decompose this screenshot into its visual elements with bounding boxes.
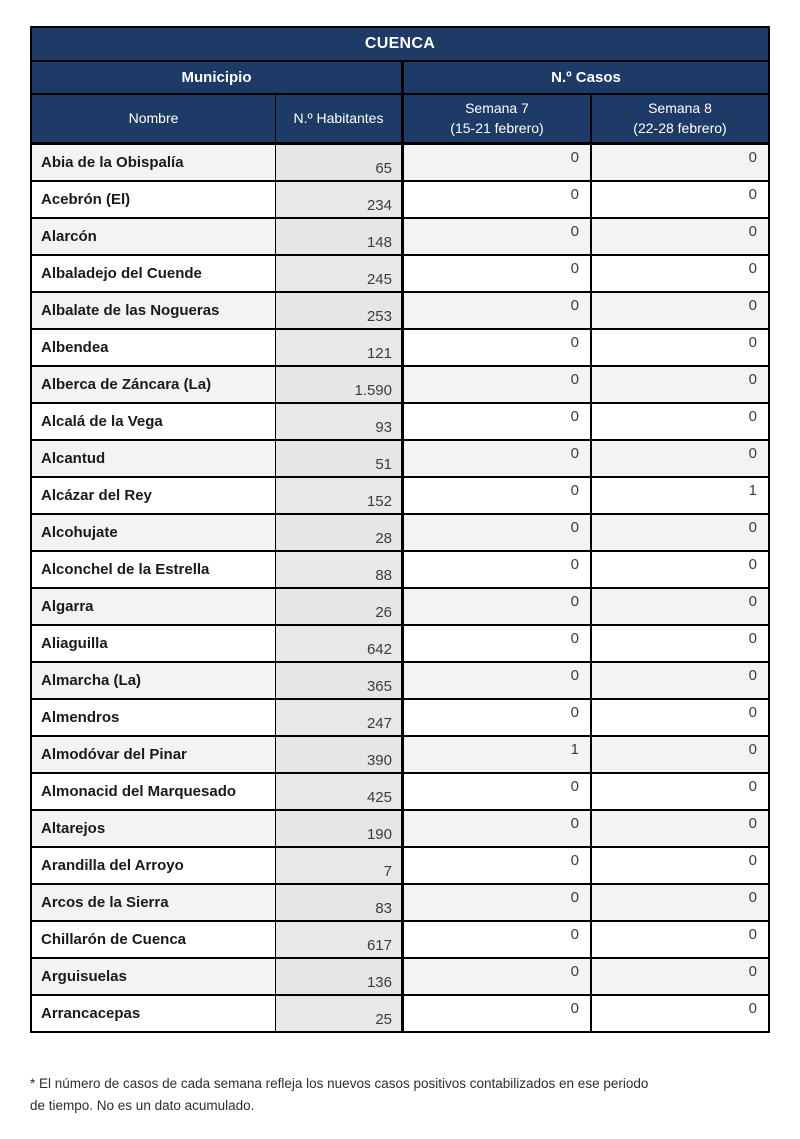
- table-row: [32, 441, 768, 478]
- semana7-value: 0: [404, 441, 592, 476]
- habitantes-value: 121: [276, 330, 404, 365]
- semana8-value: 0: [748, 186, 757, 203]
- municipality-name: Alarcón: [32, 219, 276, 254]
- table-row: [32, 552, 768, 589]
- semana7-value: 0: [404, 700, 592, 735]
- semana8-value: 0: [748, 926, 757, 943]
- column-header-semana8: Semana 8 (22-28 febrero): [592, 95, 768, 142]
- municipality-name: Albendea: [32, 330, 276, 365]
- habitantes-value: 425: [276, 774, 404, 809]
- column-header-semana7: Semana 7 (15-21 febrero): [404, 95, 592, 142]
- province-title: CUENCA: [364, 35, 436, 52]
- habitantes-value: 28: [276, 515, 404, 550]
- semana8-value: 0: [592, 663, 768, 698]
- footnote: [30, 1073, 775, 1117]
- table-row: [32, 256, 768, 293]
- table-row: [32, 478, 768, 515]
- semana8-value: 0: [748, 556, 757, 573]
- semana8-value: 0: [748, 260, 757, 277]
- semana7-value: 0: [404, 663, 592, 698]
- semana7-value: 0: [404, 219, 592, 254]
- habitantes-value: 245: [276, 256, 404, 291]
- municipality-name: Almendros: [32, 700, 276, 735]
- semana7-value: 0: [404, 256, 592, 291]
- semana7-value: 0: [404, 848, 592, 883]
- semana8-value: 0: [592, 367, 768, 402]
- group-header-municipio: Municipio: [32, 62, 404, 93]
- habitantes-value: 25: [276, 996, 404, 1031]
- semana7-value: 0: [404, 996, 592, 1031]
- semana7-value: 0: [404, 774, 592, 809]
- semana8-value: 0: [748, 1000, 757, 1017]
- municipality-name: Chillarón de Cuenca: [32, 922, 276, 957]
- column-header-row: [32, 95, 768, 145]
- table-row: [32, 996, 768, 1031]
- habitantes-value: 136: [276, 959, 404, 994]
- habitantes-value: 148: [276, 219, 404, 254]
- group-header-casos: N.º Casos: [404, 62, 768, 93]
- table-row: [32, 922, 768, 959]
- semana7-value: 0: [404, 515, 592, 550]
- habitantes-value: 365: [276, 663, 404, 698]
- habitantes-value: 88: [276, 552, 404, 587]
- table-row: [32, 330, 768, 367]
- municipality-name: Alcantud: [32, 441, 276, 476]
- municipality-name: Almonacid del Marquesado: [32, 774, 276, 809]
- habitantes-value: 83: [276, 885, 404, 920]
- semana8-value: 0: [592, 515, 768, 550]
- semana7-value: 0: [404, 182, 592, 217]
- semana7-value: 0: [404, 922, 592, 957]
- table-row: [32, 367, 768, 404]
- habitantes-value: 1.590: [276, 367, 404, 402]
- municipality-name: Arguisuelas: [32, 959, 276, 994]
- table-row: [32, 182, 768, 219]
- semana7-value: 0: [404, 552, 592, 587]
- semana7-value: 0: [404, 959, 592, 994]
- semana7-value: 0: [404, 293, 592, 328]
- habitantes-value: 253: [276, 293, 404, 328]
- table-row: [32, 515, 768, 552]
- habitantes-value: 190: [276, 811, 404, 846]
- table-row: [32, 700, 768, 737]
- semana7-value: 0: [404, 478, 592, 513]
- municipality-name: Alcohujate: [32, 515, 276, 550]
- semana7-value: 0: [404, 885, 592, 920]
- semana8-value: 0: [592, 589, 768, 624]
- habitantes-value: 390: [276, 737, 404, 772]
- table-row: [32, 774, 768, 811]
- municipality-name: Almodóvar del Pinar: [32, 737, 276, 772]
- municipality-name: Alconchel de la Estrella: [32, 552, 276, 587]
- table-row: [32, 848, 768, 885]
- municipality-name: Aliaguilla: [32, 626, 276, 661]
- semana8-value: 0: [748, 334, 757, 351]
- table-row: [32, 737, 768, 774]
- column-header-nombre: Nombre: [32, 95, 276, 142]
- table-row: [32, 219, 768, 256]
- table-row: [32, 663, 768, 700]
- semana7-value: 0: [404, 330, 592, 365]
- semana8-value: 0: [592, 811, 768, 846]
- habitantes-value: 247: [276, 700, 404, 735]
- cases-table: [30, 26, 770, 1033]
- column-header-habitantes: N.º Habitantes: [276, 95, 404, 142]
- municipality-name: Arrancacepas: [32, 996, 276, 1031]
- semana8-value: 0: [748, 852, 757, 869]
- semana7-value: 1: [404, 737, 592, 772]
- habitantes-value: 617: [276, 922, 404, 957]
- habitantes-value: 234: [276, 182, 404, 217]
- municipality-name: Albaladejo del Cuende: [32, 256, 276, 291]
- habitantes-value: 65: [276, 145, 404, 180]
- municipality-name: Arandilla del Arroyo: [32, 848, 276, 883]
- municipality-name: Alcalá de la Vega: [32, 404, 276, 439]
- semana8-value: 0: [592, 145, 768, 180]
- semana8-value: 0: [592, 959, 768, 994]
- semana8-value: 0: [748, 704, 757, 721]
- municipality-name: Algarra: [32, 589, 276, 624]
- table-row: [32, 589, 768, 626]
- semana8-value: 0: [748, 408, 757, 425]
- semana8-value: 0: [748, 630, 757, 647]
- habitantes-value: 93: [276, 404, 404, 439]
- municipality-name: Albalate de las Nogueras: [32, 293, 276, 328]
- habitantes-value: 7: [276, 848, 404, 883]
- habitantes-value: 26: [276, 589, 404, 624]
- table-row: [32, 811, 768, 848]
- group-header-row: [32, 62, 768, 95]
- table-row: [32, 293, 768, 330]
- table-row: [32, 145, 768, 182]
- semana7-value: 0: [404, 626, 592, 661]
- municipality-name: Acebrón (El): [32, 182, 276, 217]
- semana8-value: 1: [748, 482, 757, 499]
- table-title: [32, 28, 768, 62]
- table-row: [32, 626, 768, 663]
- footnote-line2: de tiempo. No es un dato acumulado.: [30, 1097, 255, 1113]
- municipality-name: Alberca de Záncara (La): [32, 367, 276, 402]
- table-body: [32, 145, 768, 1031]
- municipality-name: Almarcha (La): [32, 663, 276, 698]
- semana8-value: 0: [748, 778, 757, 795]
- table-row: [32, 885, 768, 922]
- table-row: [32, 404, 768, 441]
- semana8-value: 0: [592, 293, 768, 328]
- municipality-name: Arcos de la Sierra: [32, 885, 276, 920]
- municipality-name: Abia de la Obispalía: [32, 145, 276, 180]
- habitantes-value: 51: [276, 441, 404, 476]
- semana7-value: 0: [404, 145, 592, 180]
- table-row: [32, 959, 768, 996]
- footnote-line1: * El número de casos de cada semana refleja los nuevos casos positivos contabilizados en ese periodo: [30, 1076, 649, 1091]
- semana7-value: 0: [404, 811, 592, 846]
- semana8-value: 0: [592, 219, 768, 254]
- municipality-name: Altarejos: [32, 811, 276, 846]
- semana7-value: 0: [404, 589, 592, 624]
- semana7-value: 0: [404, 367, 592, 402]
- semana7-value: 0: [404, 404, 592, 439]
- semana8-value: 0: [592, 737, 768, 772]
- semana8-value: 0: [592, 885, 768, 920]
- semana8-value: 0: [592, 441, 768, 476]
- habitantes-value: 152: [276, 478, 404, 513]
- habitantes-value: 642: [276, 626, 404, 661]
- municipality-name: Alcázar del Rey: [32, 478, 276, 513]
